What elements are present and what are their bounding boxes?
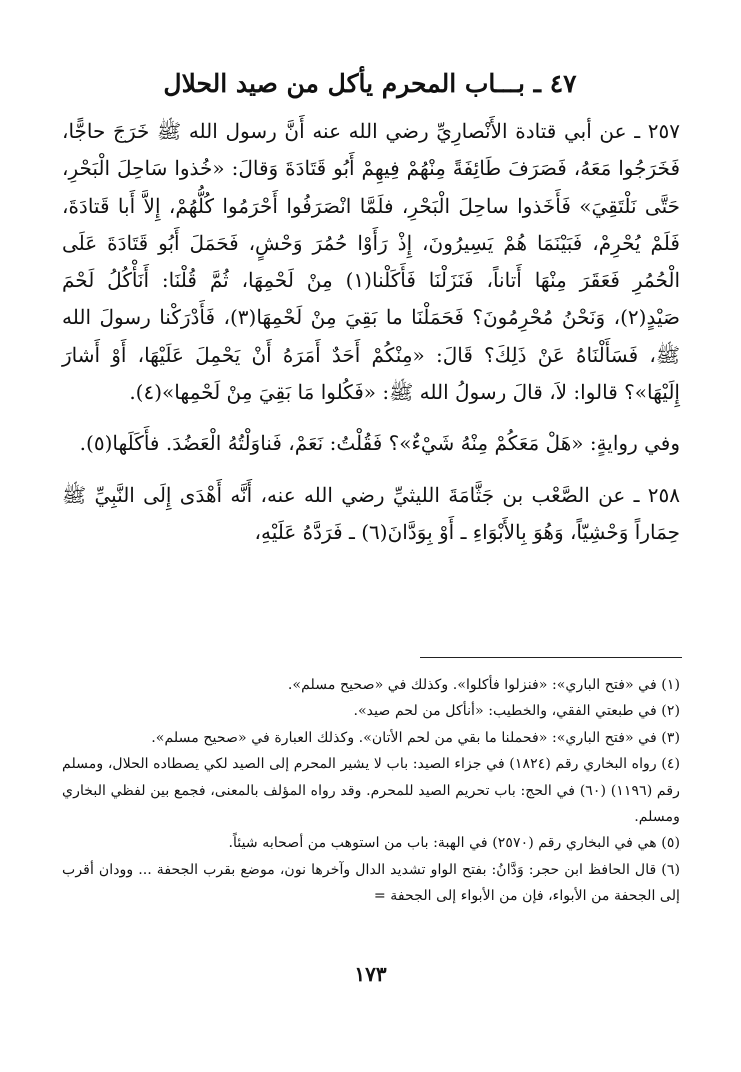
paragraph-gap xyxy=(62,411,680,425)
chapter-title: ٤٧ ـ بـــاب المحرم يأكل من صيد الحلال xyxy=(163,69,577,98)
footnote-2: (٢) في طبعتي الفقي، والخطيب: «أنأكل من لحم صيد». xyxy=(353,703,680,720)
hadith-257-variant-paragraph: وفي روايةٍ: «هَلْ مَعَكُمْ مِنْهُ شَيْءٌ»؟ فَقُلْتُ: نَعَمْ، فَناوَلْتُهُ الْعَضُدَ. فأَكَلَها(٥). xyxy=(79,431,680,456)
footnote-6: (٦) قال الحافظ ابن حجر: وَدَّانُ: بفتح الواو تشديد الدال وآخرها نون، موضع بقرب الجحفة ... وودان أقرب إلى الجحفة من الأبواء، فإن من الأبواء إلى الجحفة = xyxy=(62,861,680,905)
footnotes xyxy=(62,672,680,910)
hadith-257-paragraph: ٢٥٧ ـ عن أبي قتادة الأَنْصارِيِّ رضي الله عنه أَنَّ رسول الله ﷺ خَرَجَ حاجًّا، فَخَرَجُوا مَعَهُ، فَصَرَفَ طَائِفَةً مِنْهُمْ فِيهِمْ أَبُو قَتَادَةَ وَقالَ: «خُذوا سَاحِلَ الْبَحْرِ، حَتَّى نَلْتَقِيَ» فَأَخَذوا ساحِلَ الْبَحْرِ، فلَمَّا انْصَرَفُوا أَحْرَمُوا كُلُّهُمْ، إِلاَّ أَبا قَتادَةَ، فَلَمْ يُحْرِمْ، فَبَيْنَمَا هُمْ يَسِيرُونَ، إِذْ رَأَوْا حُمُرَ وَحْشٍ، فَحَمَلَ أَبُو قَتَادَةَ عَلَى الْحُمُرِ فَعَقَرَ مِنْهَا أَتاناً، فَنَزَلْنَا فَأَكَلْنا(١) مِنْ لَحْمِهَا، ثُمَّ قُلْنَا: أَنَأْكُلُ لَحْمَ صَيْدٍ(٢)، وَنَحْنُ مُحْرِمُونَ؟ فَحَمَلْنَا ما بَقِيَ مِنْ لَحْمِهَا(٣)، فَأَدْرَكْنا رسولَ الله ﷺ، فَسَأَلْنَاهُ عَنْ ذَلِكَ؟ قَالَ: «مِنْكُمْ أَحَدٌ أَمَرَهُ أَنْ يَحْمِلَ عَلَيْهَا، أَوْ أَشارَ إِلَيْهَا»؟ قالوا: لاَ، قالَ رسولُ الله ﷺ: «فَكُلوا مَا بَقِيَ مِنْ لَحْمِها»(٤). xyxy=(62,119,681,405)
footnote-5: (٥) هي في البخاري رقم (٢٥٧٠) في الهبة: باب من استوهب من أصحابه شيئاً. xyxy=(228,835,680,852)
footnote-4: (٤) رواه البخاري رقم (١٨٢٤) في جزاء الصيد: باب لا يشير المحرم إلى الصيد لكي يصطاده الحلال، ومسلم رقم (١١٩٦) (٦٠) في الحج: باب تحريم الصيد للمحرم. وقد رواه المؤلف بالمعنى، فجمع بين لفظي البخاري ومسلم. xyxy=(62,756,680,826)
paragraph-gap xyxy=(62,463,680,477)
footnote-3: (٣) في «فتح الباري»: «فحملنا ما بقي من لحم الأتان». وكذلك العبارة في «صحيح مسلم». xyxy=(151,729,680,746)
footnote-1: (١) في «فتح الباري»: «فنزلوا فأكلوا». وكذلك في «صحيح مسلم». xyxy=(287,677,680,693)
footnote-divider xyxy=(420,657,682,658)
hadith-258-paragraph: ٢٥٨ ـ عن الصَّعْب بن جَثَّامَةَ الليثيِّ رضي الله عنه، أَنَّه أَهْدَى إِلَى النَّبِيِّ ﷺ حِمَاراً وَحْشِيّاً، وَهُوَ بِالأَبْوَاءِ ـ أَوْ بِوَدَّانَ(٦) ـ فَرَدَّهُ عَلَيْهِ، xyxy=(62,482,680,544)
page-number: ١٧٣ xyxy=(354,962,387,986)
main-text xyxy=(62,113,680,551)
